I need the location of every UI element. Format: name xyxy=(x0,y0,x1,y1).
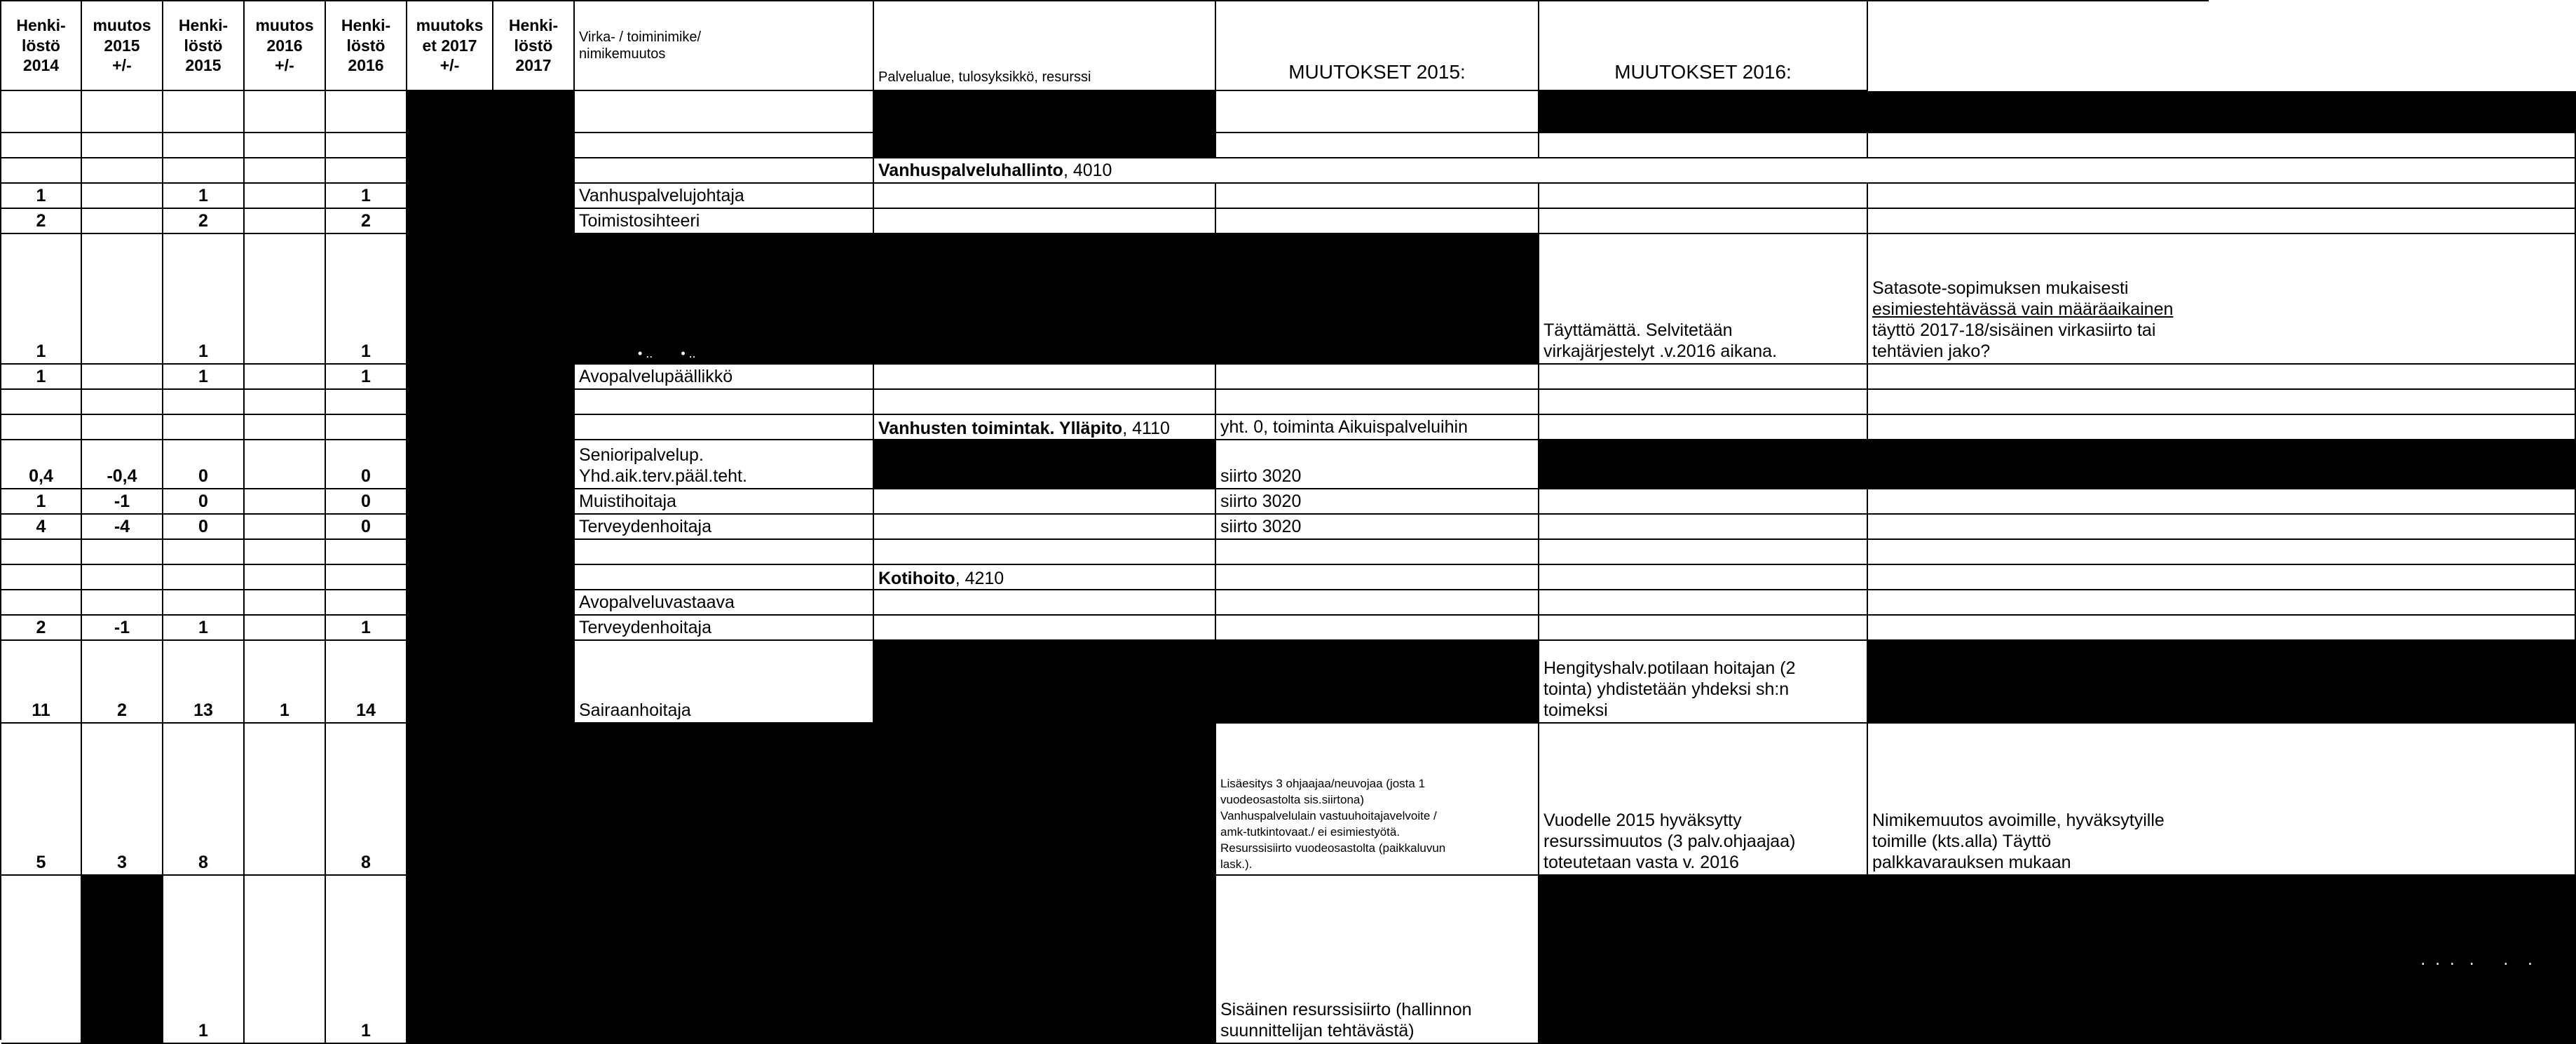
cell xyxy=(245,234,326,365)
m2015-value: -0,4 xyxy=(82,440,163,489)
cell xyxy=(82,184,163,209)
h2016-value: 1 xyxy=(326,365,407,390)
h2015-value: 0 xyxy=(163,515,245,540)
title-avopalvelupaallikko: Avopalvelupäällikkö xyxy=(575,365,874,390)
cell xyxy=(1539,209,1868,234)
cell xyxy=(163,540,245,565)
h2014-value: 2 xyxy=(1,209,82,234)
cell xyxy=(163,590,245,616)
cell xyxy=(874,515,1216,540)
cell xyxy=(874,616,1216,641)
cell xyxy=(245,365,326,390)
cell xyxy=(326,565,407,590)
cell xyxy=(575,565,874,590)
header-virka-toiminimike: Virka- / toiminimike/ nimikemuutos xyxy=(575,1,874,91)
cell xyxy=(245,489,326,515)
cell xyxy=(326,415,407,440)
cell xyxy=(82,415,163,440)
h2014-value: 1 xyxy=(1,365,82,390)
cell xyxy=(245,415,326,440)
changes-2015-note: siirto 3020 xyxy=(1216,489,1539,515)
note-line-3: täyttö 2017-18/sisäinen virkasiirto tai tehtävien jako? xyxy=(1872,320,2156,361)
h2015-value: 0 xyxy=(163,440,245,489)
cell xyxy=(1868,184,2576,209)
h2014-value: 1 xyxy=(1,234,82,365)
cell xyxy=(1868,590,2576,616)
cell xyxy=(1,158,82,184)
h2014-value: 0,4 xyxy=(1,440,82,489)
h2014-value: 4 xyxy=(1,515,82,540)
cell xyxy=(1539,515,1868,540)
h2015-value: 2 xyxy=(163,209,245,234)
cell xyxy=(245,158,326,184)
unit-name: Kotihoito xyxy=(878,569,955,588)
cell xyxy=(1868,390,2576,415)
unit-code: , 4010 xyxy=(1063,161,1112,180)
cell xyxy=(1868,365,2576,390)
cell xyxy=(82,590,163,616)
cell xyxy=(1539,565,1868,590)
title-senioripalvelup: Senioripalvelup. Yhd.aik.terv.pääl.teht. xyxy=(575,440,874,489)
cell xyxy=(1868,489,2576,515)
cell xyxy=(245,133,326,158)
h2014-value: 1 xyxy=(1,184,82,209)
h2015-value: 1 xyxy=(163,876,245,1044)
cell xyxy=(1868,415,2576,440)
note-nimikemuutos: Nimikemuutos avoimille, hyväksytyille toimille (kts.alla) Täyttö palkkavarauksen mukaan xyxy=(1868,724,2576,876)
cell xyxy=(82,158,163,184)
h2016-value: 1 xyxy=(326,184,407,209)
note-line-2: esimiestehtävässä vain määräaikainen xyxy=(1872,299,2174,319)
title-vanhuspalvelujohtaja: Vanhuspalvelujohtaja xyxy=(575,184,874,209)
cell xyxy=(163,390,245,415)
header-muutos-2015: muutos 2015 +/- xyxy=(82,1,163,91)
cell xyxy=(874,184,1216,209)
redacted-2017-staff xyxy=(493,91,575,1044)
cell xyxy=(245,515,326,540)
m2015-value: 3 xyxy=(82,724,163,876)
header-muutos-2016: muutos 2016 +/- xyxy=(245,1,326,91)
h2014-value: 5 xyxy=(1,724,82,876)
h2015-value: 0 xyxy=(163,489,245,515)
cell xyxy=(245,91,326,133)
redacted-cell xyxy=(1539,91,2576,133)
cell xyxy=(874,390,1216,415)
h2014-value: 1 xyxy=(1,489,82,515)
redacted-2017-changes xyxy=(407,91,493,1044)
unit-code: , 4110 xyxy=(1122,419,1170,438)
cell xyxy=(245,184,326,209)
changes-2015-note: Lisäesitys 3 ohjaajaa/neuvojaa (josta 1 vuodeosastolta sis.siirtona) Vanhuspalvelulain vastuuhoitajavelvoite / amk-tutkintovaat./ ei esimiestyötä. Resurssisiirto vuodeosastolta (paikkaluvun lask.). xyxy=(1216,724,1539,876)
cell xyxy=(245,565,326,590)
title-toimistosihteeri: Toimistosihteeri xyxy=(575,209,874,234)
cell xyxy=(874,489,1216,515)
cell xyxy=(1216,91,1539,133)
scribble-marks: . . . . . . xyxy=(2420,949,2533,969)
cell xyxy=(1,540,82,565)
cell xyxy=(1539,415,1868,440)
header-henkilosto-2017: Henki- löstö 2017 xyxy=(493,1,575,91)
cell xyxy=(1868,133,2576,158)
m2015-value: -4 xyxy=(82,515,163,540)
cell xyxy=(874,365,1216,390)
cell xyxy=(874,590,1216,616)
note-satasote xyxy=(1868,234,2576,365)
h2015-value: 8 xyxy=(163,724,245,876)
cell xyxy=(874,209,1216,234)
header-blank xyxy=(1868,1,2576,91)
cell xyxy=(1,876,82,1044)
cell xyxy=(82,234,163,365)
cell xyxy=(1868,540,2576,565)
unit-heading-vanhuspalveluhallinto xyxy=(874,158,2576,184)
header-muutokset-2017: muutoks et 2017 +/- xyxy=(407,1,493,91)
cell xyxy=(245,390,326,415)
h2016-value: 0 xyxy=(326,515,407,540)
cell xyxy=(245,209,326,234)
cell xyxy=(1216,390,1539,415)
cell xyxy=(1539,390,1868,415)
cell xyxy=(1,133,82,158)
cell xyxy=(1539,184,1868,209)
h2016-value: 1 xyxy=(326,234,407,365)
cell xyxy=(82,209,163,234)
h2015-value: 1 xyxy=(163,616,245,641)
cell xyxy=(163,565,245,590)
cell xyxy=(1,390,82,415)
header-muutokset-2015: MUUTOKSET 2015: xyxy=(1216,1,1539,91)
cell xyxy=(1216,184,1539,209)
cell xyxy=(326,390,407,415)
cell xyxy=(163,415,245,440)
cell xyxy=(245,724,326,876)
cell xyxy=(1,415,82,440)
redacted-cell xyxy=(874,641,1539,724)
h2015-value: 1 xyxy=(163,365,245,390)
cell xyxy=(1216,209,1539,234)
cell xyxy=(326,590,407,616)
m2015-value: 2 xyxy=(82,641,163,724)
h2016-value: 1 xyxy=(326,876,407,1044)
redacted-cell xyxy=(1539,440,2576,489)
unit-heading-vanhusten-toimintakyky xyxy=(874,415,1216,440)
h2016-value: 8 xyxy=(326,724,407,876)
redacted-cell xyxy=(82,876,163,1044)
title-terveydenhoitaja: Terveydenhoitaja xyxy=(575,515,874,540)
header-henkilosto-2014: Henki- löstö 2014 xyxy=(1,1,82,91)
unit-name: Vanhuspalveluhallinto xyxy=(878,161,1063,180)
changes-2015-note: siirto 3020 xyxy=(1216,440,1539,489)
cell xyxy=(326,91,407,133)
m2015-value: -1 xyxy=(82,489,163,515)
title-muistihoitaja: Muistihoitaja xyxy=(575,489,874,515)
header-muutokset-2016: MUUTOKSET 2016: xyxy=(1539,1,1868,91)
changes-2015-note: yht. 0, toiminta Aikuispalveluihin xyxy=(1216,415,1539,440)
cell xyxy=(82,133,163,158)
cell xyxy=(82,540,163,565)
cell xyxy=(1868,616,2576,641)
cell xyxy=(245,440,326,489)
h2016-value: 2 xyxy=(326,209,407,234)
cell xyxy=(575,158,874,184)
h2015-value: 13 xyxy=(163,641,245,724)
cell xyxy=(874,540,1216,565)
cell xyxy=(1,91,82,133)
cell xyxy=(245,540,326,565)
title-sairaanhoitaja: Sairaanhoitaja xyxy=(575,641,874,724)
h2016-value: 14 xyxy=(326,641,407,724)
cell xyxy=(575,133,874,158)
cell xyxy=(82,390,163,415)
cell xyxy=(1,565,82,590)
unit-code: , 4210 xyxy=(955,569,1004,588)
m2015-value: -1 xyxy=(82,616,163,641)
redacted-cell xyxy=(1868,641,2576,724)
cell xyxy=(82,91,163,133)
changes-2015-note: siirto 3020 xyxy=(1216,515,1539,540)
h2014-value: 11 xyxy=(1,641,82,724)
redacted-cell xyxy=(874,440,1216,489)
header-henkilosto-2016: Henki- löstö 2016 xyxy=(326,1,407,91)
cell xyxy=(1539,616,1868,641)
h2016-value: 1 xyxy=(326,616,407,641)
header-henkilosto-2015: Henki- löstö 2015 xyxy=(163,1,245,91)
cell xyxy=(1,590,82,616)
cell xyxy=(1539,590,1868,616)
h2015-value: 1 xyxy=(163,184,245,209)
cell xyxy=(1216,133,1539,158)
cell xyxy=(575,91,874,133)
cell xyxy=(575,540,874,565)
cell xyxy=(326,540,407,565)
cell xyxy=(1216,616,1539,641)
h2014-value: 2 xyxy=(1,616,82,641)
unit-heading-kotihoito xyxy=(874,565,1216,590)
cell xyxy=(1216,540,1539,565)
cell xyxy=(1216,590,1539,616)
cell xyxy=(245,590,326,616)
cell xyxy=(1539,133,1868,158)
cell xyxy=(1539,489,1868,515)
header-palvelualue: Palvelualue, tulosyksikkö, resurssi xyxy=(874,1,1216,91)
h2016-value: 0 xyxy=(326,440,407,489)
redacted-title-row xyxy=(575,234,1539,365)
cell xyxy=(326,133,407,158)
cell xyxy=(245,616,326,641)
cell xyxy=(163,158,245,184)
cell xyxy=(1216,365,1539,390)
redacted-cell xyxy=(874,91,1216,158)
cell xyxy=(1216,565,1539,590)
m2016-value: 1 xyxy=(245,641,326,724)
h2015-value: 1 xyxy=(163,234,245,365)
cell xyxy=(82,565,163,590)
changes-2016-note: Täyttämättä. Selvitetään virkajärjestelyt .v.2016 aikana. xyxy=(1539,234,1868,365)
changes-2015-note: Sisäinen resurssisiirto (hallinnon suunnittelijan tehtävästä) xyxy=(1216,876,1539,1044)
unit-name: Vanhusten toimintak. Ylläpito xyxy=(878,419,1123,438)
cell xyxy=(1539,365,1868,390)
cell xyxy=(1539,540,1868,565)
note-line-1: Satasote-sopimuksen mukaisesti xyxy=(1872,278,2129,298)
cell xyxy=(575,390,874,415)
cell xyxy=(163,133,245,158)
cell xyxy=(1868,565,2576,590)
cell xyxy=(163,91,245,133)
redacted-cell xyxy=(1539,876,2576,1044)
h2016-value: 0 xyxy=(326,489,407,515)
cell xyxy=(245,876,326,1044)
cell xyxy=(1868,209,2576,234)
cell xyxy=(326,158,407,184)
changes-2016-note: Vuodelle 2015 hyväksytty resurssimuutos (3 palv.ohjaajaa) toteutetaan vasta v. 2016 xyxy=(1539,724,1868,876)
cell xyxy=(575,415,874,440)
cell xyxy=(1868,515,2576,540)
title-avopalveluvastaava: Avopalveluvastaava xyxy=(575,590,874,616)
changes-2016-note: Hengityshalv.potilaan hoitajan (2 tointa) yhdistetään yhdeksi sh:n toimeksi xyxy=(1539,641,1868,724)
cell xyxy=(82,365,163,390)
redacted-cell xyxy=(575,724,1216,1044)
title-terveydenhoitaja-kotihoito: Terveydenhoitaja xyxy=(575,616,874,641)
redacted-title-marks: • .. • .. xyxy=(638,346,696,361)
